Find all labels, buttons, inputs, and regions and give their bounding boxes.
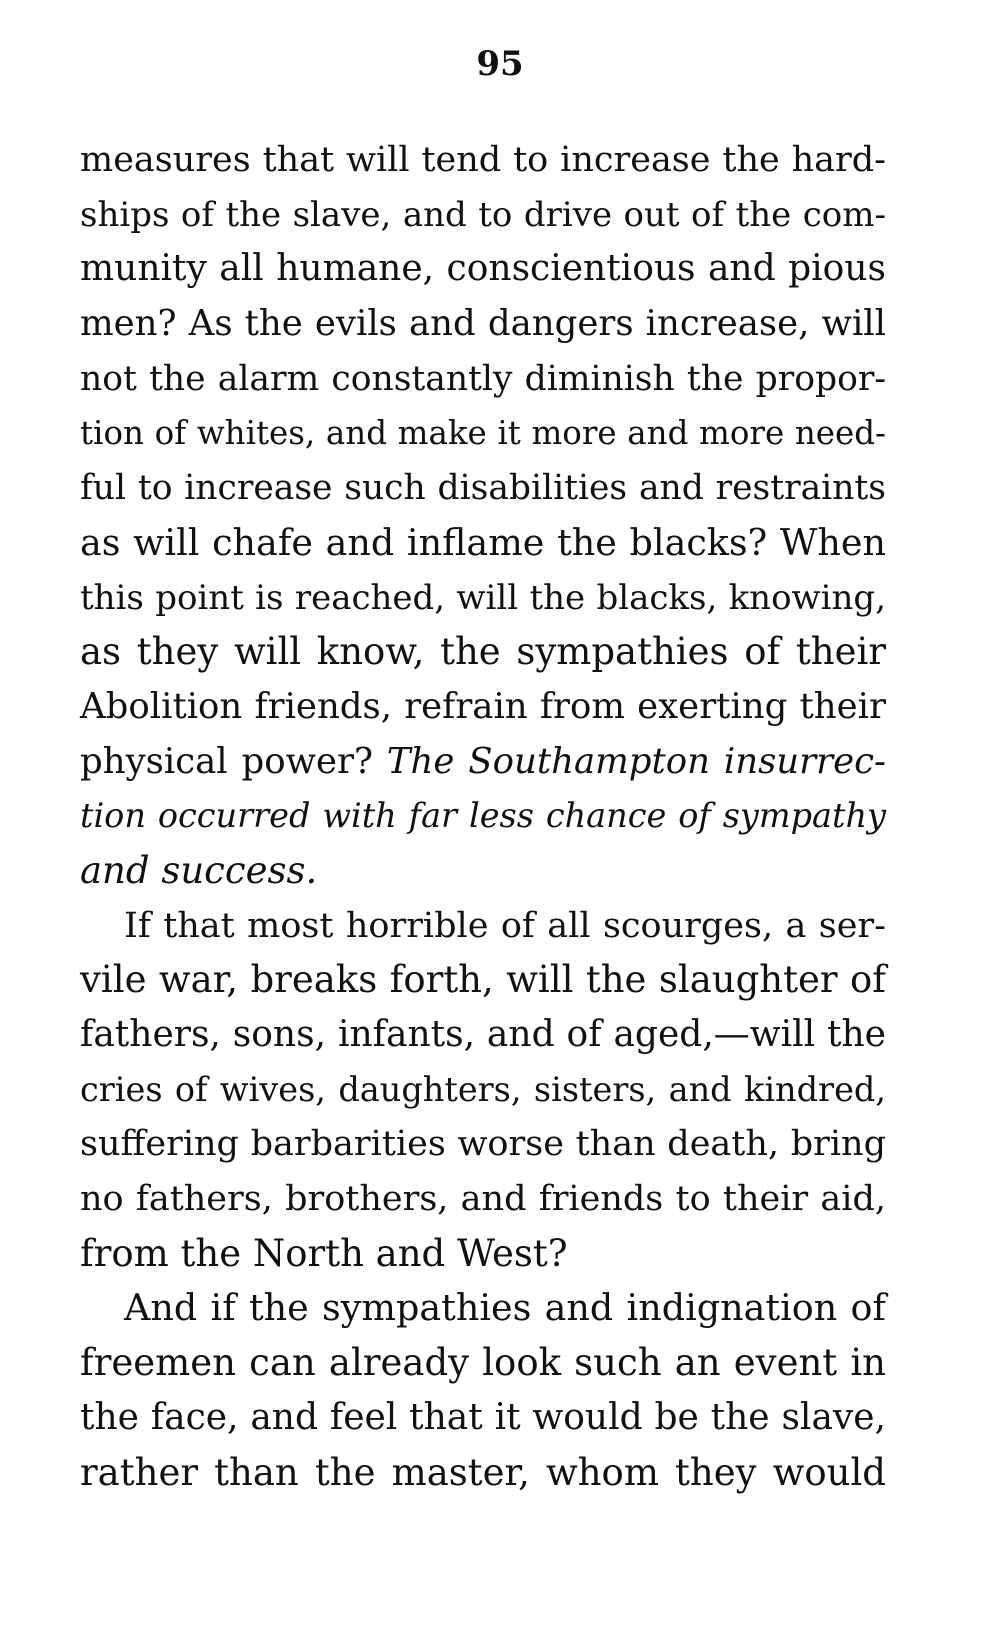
text-line: vile war, breaks forth, will the slaughter of	[80, 958, 886, 1002]
text-line: ful to increase such disabilities and restraints	[80, 468, 886, 509]
text-line: fathers, sons, infants, and of aged,—will the	[80, 1014, 886, 1055]
text-line: not the alarm constantly diminish the propor-	[80, 358, 886, 399]
italic-line: and success.	[80, 848, 318, 892]
text-line: If that most horrible of all scourges, a ser-	[124, 905, 886, 946]
text-line: from the North and West?	[80, 1231, 568, 1275]
text-line: cries of wives, daughters, sisters, and kindred,	[80, 1069, 886, 1109]
text-line: as will chafe and inflame the blacks? When	[80, 520, 886, 564]
page-number: 95	[476, 44, 524, 84]
text-line-mixed	[80, 735, 886, 790]
paragraph-2	[80, 899, 886, 1282]
text-line: no fathers, brothers, and friends to their aid,	[80, 1179, 886, 1220]
text-line: the face, and feel that it would be the slave,	[80, 1396, 886, 1438]
text-line: And if the sympathies and indignation of	[124, 1286, 886, 1330]
roman-segment: physical power?	[80, 740, 373, 782]
paragraph-3	[80, 1281, 886, 1500]
italic-segment: The Southampton insurrec-	[386, 740, 886, 782]
text-line: Abolition friends, refrain from exerting their	[80, 685, 886, 727]
text-line: freemen can already look such an event in	[80, 1341, 886, 1385]
text-line: as they will know, the sympathies of their	[80, 630, 886, 674]
text-line: tion of whites, and make it more and more need-	[80, 414, 886, 453]
text-line: rather than the master, whom they would	[80, 1450, 886, 1494]
text-line: this point is reached, will the blacks, knowing,	[80, 577, 886, 618]
text-line: men? As the evils and dangers increase, will	[80, 303, 886, 345]
body-text	[80, 133, 886, 1500]
text-line: ships of the slave, and to drive out of the com-	[80, 194, 886, 235]
paragraph-1	[80, 133, 886, 899]
italic-line: tion occurred with far less chance of sympathy	[80, 796, 886, 836]
text-line: munity all humane, conscientious and pious	[80, 248, 886, 290]
text-line: suffering barbarities worse than death, bring	[80, 1124, 886, 1165]
text-line: measures that will tend to increase the hard-	[80, 140, 886, 180]
